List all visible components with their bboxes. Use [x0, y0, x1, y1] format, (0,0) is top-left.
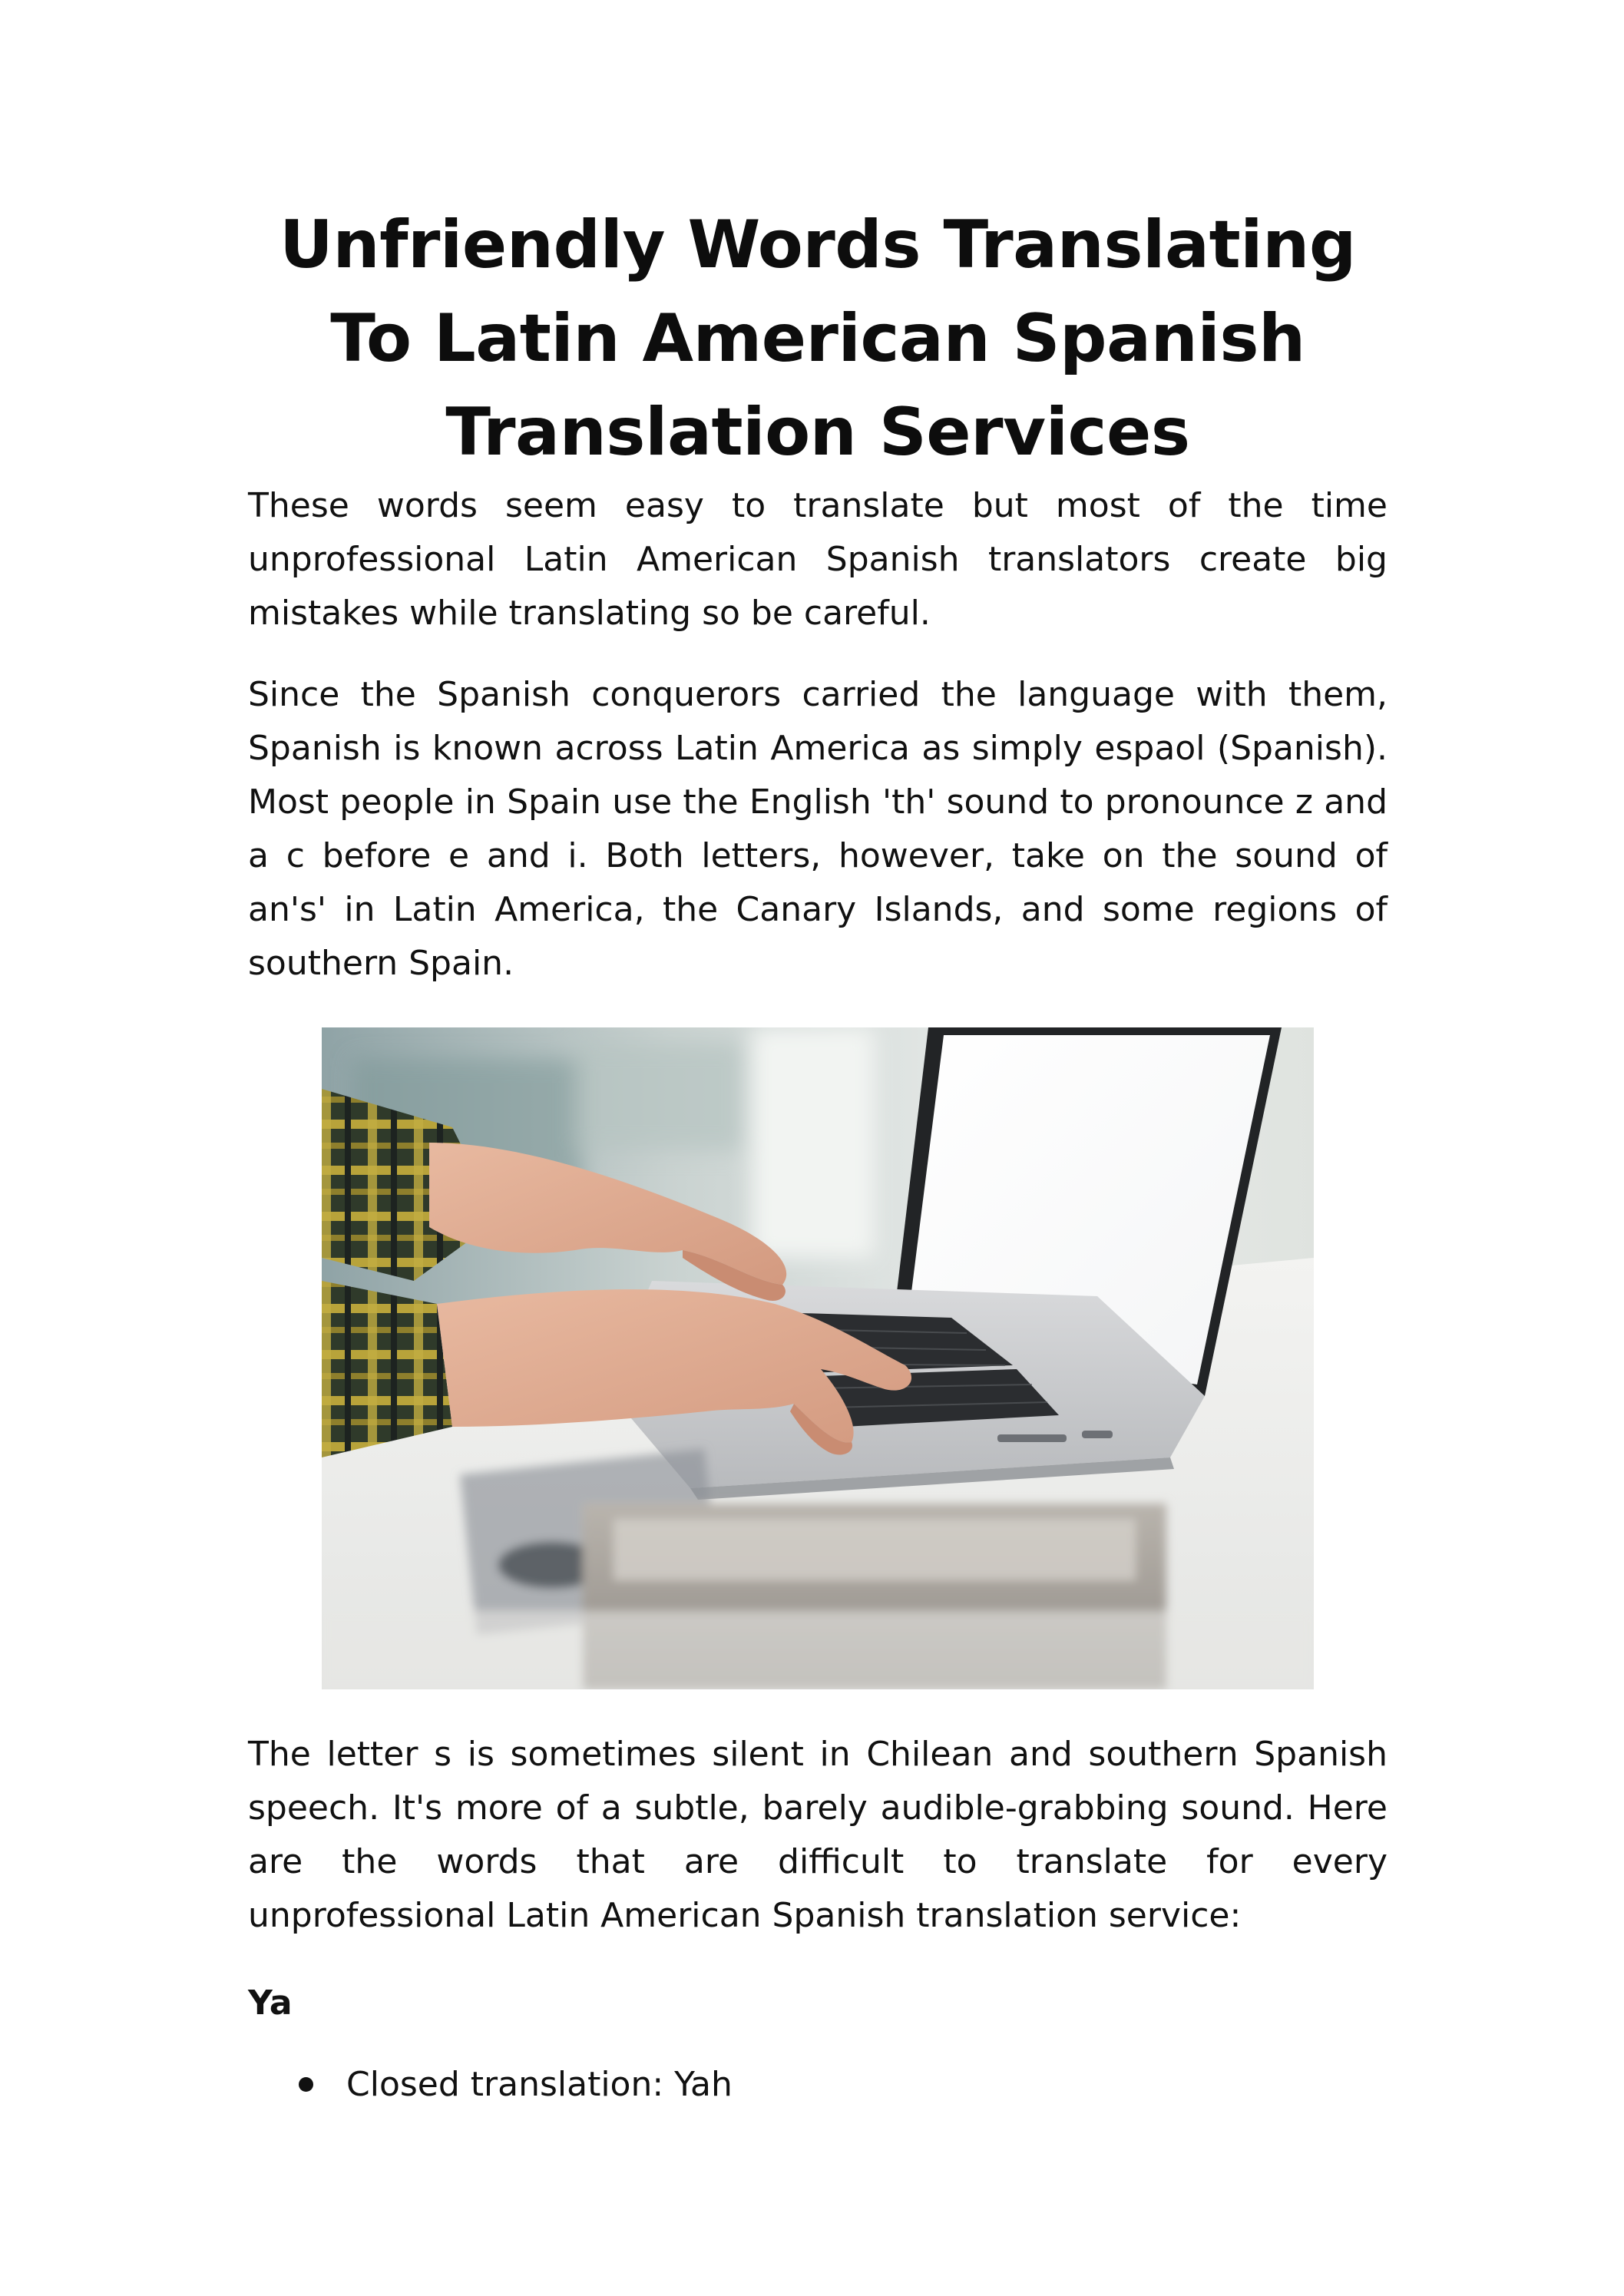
bullet-text: Closed translation: Yah [346, 2065, 733, 2104]
section-heading-ya: Ya [248, 1983, 293, 2023]
bullet-icon [299, 2077, 313, 2092]
intro-paragraph: These words seem easy to translate but most of the time unprofessional Latin American Spanish translators create big mistakes while translating so be careful. [248, 486, 1388, 633]
list-item [248, 2058, 1388, 2112]
pronunciation-paragraph: Since the Spanish conquerors carried the language with them, Spanish is known across Latin America as simply espaol (Spanish). Most people in Spain use the English 'th' sound to pronounce z and a c before e and i. Both letters, however, take on the sound of an's' in Latin America, the Canary Islands, and some regions of southern Spain. [248, 675, 1388, 983]
laptop-typing-photo [322, 1027, 1314, 1689]
document-title: Unfriendly Words Translating To Latin American Spanish Translation Services [279, 207, 1356, 471]
document-content [248, 198, 1388, 2112]
bullet-list [248, 2058, 1388, 2112]
laptop-typing-illustration [322, 1027, 1314, 1689]
chilean-paragraph: The letter s is sometimes silent in Chilean and southern Spanish speech. It's more of a subtle, barely audible-grabbing sound. Here are the words that are difficult to translate for every unprofessional Latin American Spanish translation service: [248, 1735, 1388, 1935]
